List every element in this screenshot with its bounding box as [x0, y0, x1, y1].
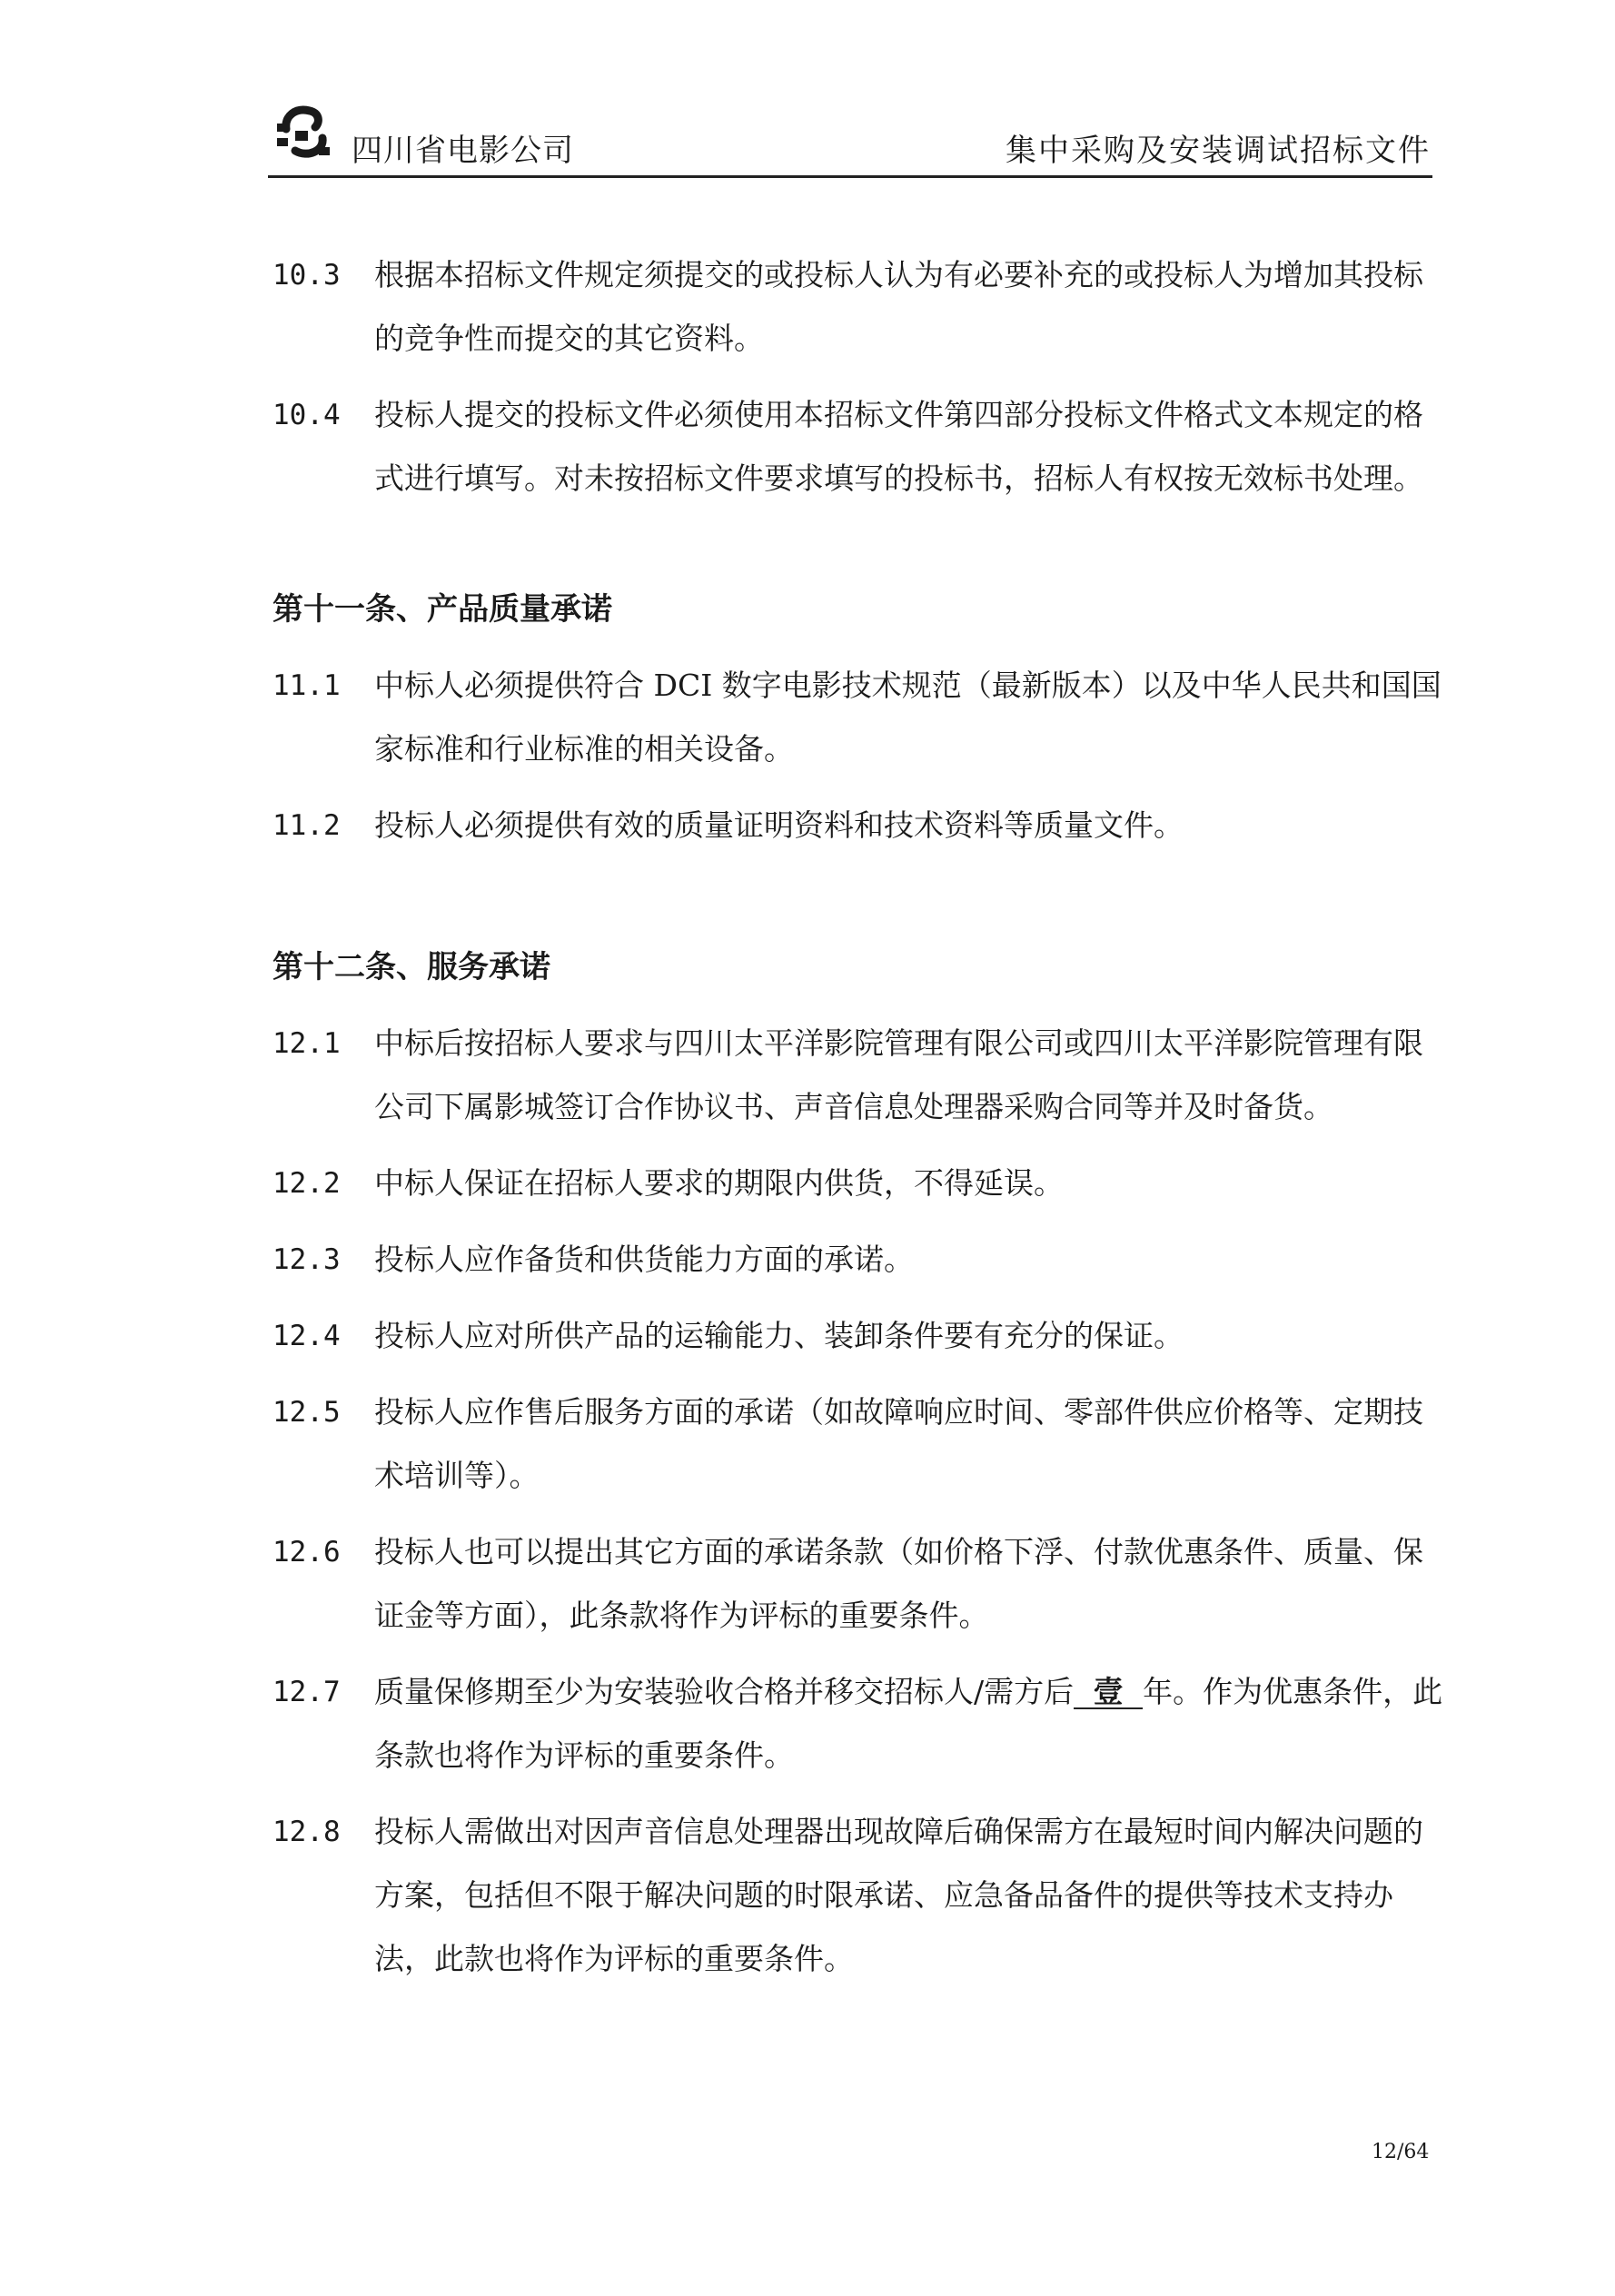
section-title-11: 第十一条、产品质量承诺: [272, 591, 612, 628]
clause-number: 12.7: [272, 1676, 341, 1708]
company-name: 四川省电影公司: [352, 133, 574, 169]
clause-text: 投标人应作备货和供货能力方面的承诺。: [374, 1242, 914, 1277]
clause-text: 投标人应作售后服务方面的承诺（如故障响应时间、零部件供应价格等、定期技术培训等）。: [374, 1394, 1423, 1493]
page-number: 12/64: [1372, 2141, 1430, 2163]
clause-12-6: [272, 1520, 1444, 1648]
clause-text: 根据本招标文件规定须提交的或投标人认为有必要补充的或投标人为增加其投标的竞争性而提交的其它资料。: [374, 257, 1423, 356]
clause-number: 12.5: [272, 1396, 341, 1429]
clause-number: 12.6: [272, 1536, 341, 1569]
clause-text-after: 年。作为优惠条件，此条款也将作为评标的重要条件。: [374, 1674, 1443, 1773]
header-divider: [268, 175, 1432, 178]
clause-text-before: 质量保修期至少为安装验收合格并移交招标人/需方后: [374, 1674, 1075, 1709]
section-title-12: 第十二条、服务承诺: [272, 949, 550, 985]
clause-12-3: [272, 1228, 1444, 1292]
clause-number: 11.1: [272, 669, 341, 702]
clause-text: 投标人需做出对因声音信息处理器出现故障后确保需方在最短时间内解决问题的方案，包括但不限于解决问题的时限承诺、应急备品备件的提供等技术支持办法，此款也将作为评标的重要条件。: [374, 1814, 1423, 1976]
clause-12-2: [272, 1152, 1444, 1215]
clause-text: [374, 1660, 1444, 1787]
clause-number: 12.2: [272, 1167, 341, 1200]
clause-11-1: [272, 654, 1444, 781]
clause-number: 12.1: [272, 1027, 341, 1060]
clause-text: 投标人也可以提出其它方面的承诺条款（如价格下浮、付款优惠条件、质量、保证金等方面），此条款将作为评标的重要条件。: [374, 1534, 1423, 1633]
clause-number: 12.8: [272, 1816, 341, 1848]
clause-text: 中标人保证在招标人要求的期限内供货，不得延误。: [374, 1165, 1064, 1201]
clause-11-2: [272, 794, 1444, 857]
clause-10-3: [272, 243, 1444, 371]
clause-number: 10.4: [272, 399, 341, 431]
clause-12-5: [272, 1381, 1444, 1508]
clause-10-4: [272, 383, 1444, 510]
clause-text: 投标人必须提供有效的质量证明资料和技术资料等质量文件。: [374, 807, 1184, 843]
company-logo-icon: [268, 98, 342, 169]
clause-number: 11.2: [272, 809, 341, 842]
clause-text: 中标后按招标人要求与四川太平洋影院管理有限公司或四川太平洋影院管理有限公司下属影城签订合作协议书、声音信息处理器采购合同等并及时备货。: [374, 1025, 1423, 1124]
warranty-years-value: 壹: [1074, 1677, 1143, 1709]
clause-text: 投标人提交的投标文件必须使用本招标文件第四部分投标文件格式文本规定的格式进行填写。对未按招标文件要求填写的投标书，招标人有权按无效标书处理。: [374, 397, 1423, 496]
clause-12-8: [272, 1800, 1444, 1991]
clause-number: 12.4: [272, 1320, 341, 1352]
clause-number: 10.3: [272, 259, 341, 292]
document-body: [272, 243, 1444, 2004]
clause-12-1: [272, 1012, 1444, 1139]
document-title: 集中采购及安装调试招标文件: [1006, 133, 1431, 169]
clause-number: 12.3: [272, 1243, 341, 1276]
page-header: [268, 98, 1431, 176]
clause-text: 投标人应对所供产品的运输能力、装卸条件要有充分的保证。: [374, 1318, 1184, 1353]
clause-text: 中标人必须提供符合 DCI 数字电影技术规范（最新版本）以及中华人民共和国国家标准和行业标准的相关设备。: [374, 668, 1442, 767]
clause-12-4: [272, 1304, 1444, 1368]
clause-12-7: [272, 1660, 1444, 1787]
